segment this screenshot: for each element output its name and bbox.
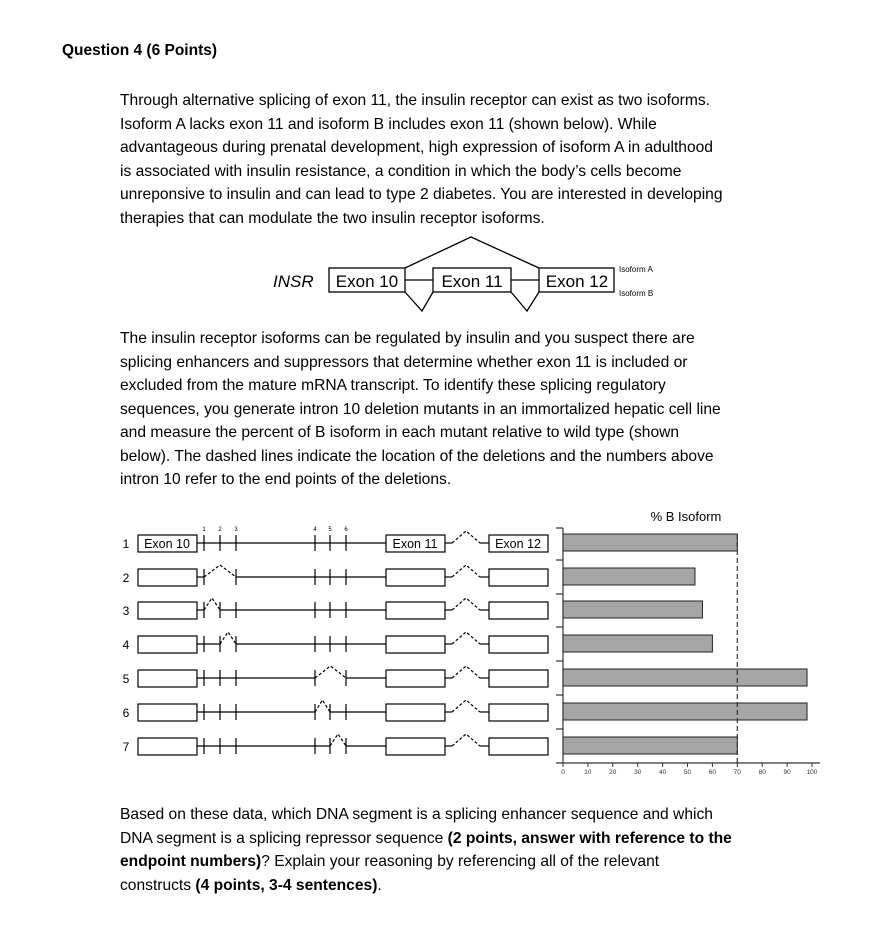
exon-12-box [489,738,548,755]
construct-row [123,734,548,755]
text-line: Through alternative splicing of exon 11, the insulin receptor can exist as two isoforms. [120,92,710,109]
endpoint-number: 1 [202,527,206,533]
bar [563,669,807,686]
splice-dashed-line [452,531,480,543]
deletion-dashed-line [204,565,236,577]
splice-dashed-line [452,700,480,712]
gene-name: INSR [273,272,314,291]
exon-11-box [386,738,445,755]
isoform-a-label: Isoform A [619,265,653,274]
endpoint-number: 6 [344,527,348,533]
row-number: 7 [122,740,130,754]
text-line: The insulin receptor isoforms can be regulated by insulin and you suspect there are [120,330,695,347]
isoform-b-splice-line [405,292,433,311]
splice-dashed-line [452,598,480,610]
exon-10-box [138,602,197,619]
row-number: 3 [122,604,130,618]
exon-11-box [386,670,445,687]
isoform-b-splice-line [511,292,539,311]
bar [563,737,737,754]
x-tick-label: 30 [634,769,642,776]
endpoint-number: 3 [234,527,238,533]
construct-row [123,666,548,687]
exon-10-box [138,704,197,721]
text: DNA segment is a splicing repressor sequence [120,829,448,847]
construct-row [123,565,548,586]
isoform-a-splice-line [405,237,539,268]
x-tick-label: 90 [783,769,791,776]
splice-dashed-line [452,565,480,577]
text-line: intron 10 refer to the end points of the deletions. [120,471,452,488]
x-tick-label: 60 [708,769,717,776]
text-line: advantageous during prenatal development, high expression of isoform A in adulthood [120,139,713,156]
exon-label: Exon 12 [545,272,609,291]
exon-10-box [138,636,197,653]
text-line: sequences, you generate intron 10 deletion mutants in an immortalized hepatic cell line [120,400,721,418]
deletion-constructs [123,527,548,755]
exon-label: Exon 10 [144,537,190,551]
text-line: excluded from the mature mRNA transcript. To identify these splicing regulatory [120,377,666,394]
deletion-dashed-line [204,598,220,610]
text: Based on these data, which DNA segment is a splicing enhancer sequence and which [120,806,713,823]
exon-label: Exon 11 [441,272,503,291]
text-line: Isoform A lacks exon 11 and isoform B includes exon 11 (shown below). While [120,115,657,133]
x-tick-label: 40 [658,769,667,776]
splice-dashed-line [452,666,480,678]
bar [563,534,737,551]
row-number: 5 [122,672,130,686]
text-line: below). The dashed lines indicate the location of the deletions and the numbers above [120,447,714,465]
text: ? Explain your reasoning by referencing all of the relevant [261,853,660,870]
deletion-dashed-line [315,666,346,678]
exon-label: Exon 11 [392,537,438,551]
row-number: 2 [122,571,130,585]
isoform-b-label: Isoform B [619,289,654,298]
x-tick-label: 50 [683,769,692,776]
construct-row [123,700,548,721]
deletion-dashed-line [315,700,330,712]
exon-10-box [138,569,197,586]
exon-10-box [138,670,197,687]
exon-12-box [489,569,548,586]
row-number: 6 [122,706,130,720]
question-title: Question 4 (6 Points) [62,42,218,59]
exon-10-box [138,738,197,755]
deletion-dashed-line [220,632,236,644]
exon-label: Exon 12 [495,537,541,551]
x-tick-label: 20 [609,769,617,776]
text-line: unreponsive to insulin and can lead to type 2 diabetes. You are interested in developing [120,186,723,203]
endpoint-number: 4 [313,527,317,533]
text-line: splicing enhancers and suppressors that determine whether exon 11 is included or [120,353,688,371]
construct-row [123,632,548,653]
construct-row [123,598,548,619]
splice-dashed-line [452,632,480,644]
chart-title: % B Isoform [650,509,722,524]
row-number: 1 [122,537,130,551]
exon-11-box [386,704,445,721]
row-number: 4 [122,638,130,652]
text: constructs [120,876,196,894]
bar [563,568,695,585]
bold-text: (2 points, answer with reference to the [447,829,732,847]
exon-12-box [489,670,548,687]
endpoint-number: 2 [218,527,222,533]
text-line: is associated with insulin resistance, a condition in which the body’s cells become [120,162,682,180]
construct-row [123,531,548,552]
bold-text: endpoint numbers) [120,853,262,870]
exon-11-box [386,636,445,653]
bar-chart [556,509,820,776]
x-tick-label: 80 [758,769,766,776]
bold-text: (4 points, 3-4 sentences) [195,876,378,894]
x-tick-label: 0 [561,769,565,776]
x-tick-label: 70 [733,769,741,776]
text-line: therapies that can modulate the two insulin receptor isoforms. [120,209,545,227]
x-tick-label: 10 [584,769,592,776]
bar [563,601,702,618]
deletion-dashed-line [330,734,346,746]
text: . [377,876,382,894]
x-tick-label: 100 [806,769,818,776]
bar [563,703,807,720]
endpoint-number: 5 [328,527,332,533]
bar [563,635,712,652]
exon-label: Exon 10 [335,272,399,291]
exon-11-box [386,569,445,586]
text-line: and measure the percent of B isoform in each mutant relative to wild type (shown [120,424,680,441]
exon-11-box [386,602,445,619]
splice-dashed-line [452,734,480,746]
exon-12-box [489,602,548,619]
exon-12-box [489,636,548,653]
exon-12-box [489,704,548,721]
